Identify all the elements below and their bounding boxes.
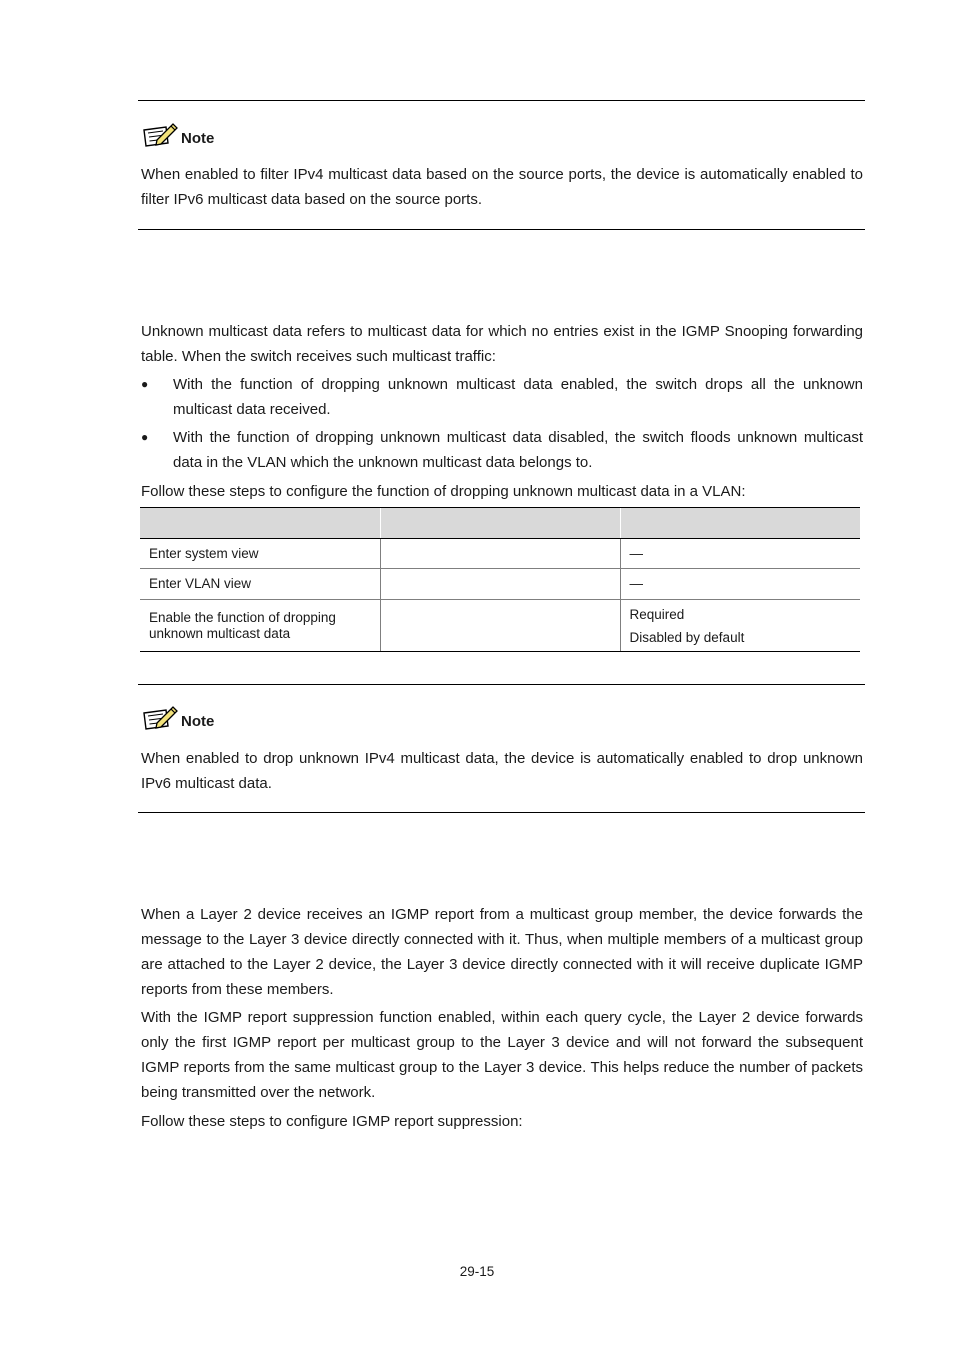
table-cell-remarks: — bbox=[620, 569, 860, 600]
note-pencil-icon bbox=[141, 705, 179, 731]
suppression-para-1: When a Layer 2 device receives an IGMP report from a multicast group member, the device forwards the message to the Layer 3 device directly connected with it. Thus, when multiple members of a multicast group are attached to the Layer 2 device, the Layer 3 device directly connected with it will receive duplicate IGMP reports from these members. bbox=[141, 906, 863, 998]
suppression-steps-intro: Follow these steps to configure IGMP report suppression: bbox=[141, 1113, 523, 1130]
list-item: ● With the function of dropping unknown multicast data disabled, the switch floods unknown multicast data in the VLAN which the unknown multicast data belongs to. bbox=[141, 425, 863, 475]
note-header bbox=[141, 701, 214, 731]
table-header-cell bbox=[620, 508, 860, 539]
note-text: When enabled to filter IPv4 multicast data based on the source ports, the device is automatically enabled to filter IPv6 multicast data based on the source ports. bbox=[141, 166, 863, 208]
table-row bbox=[140, 569, 860, 600]
note-label: Note bbox=[181, 130, 215, 147]
table-row bbox=[140, 600, 860, 652]
table-cell-operation: Enter system view bbox=[140, 539, 380, 569]
table-cell-command bbox=[380, 600, 620, 652]
config-table bbox=[140, 507, 860, 652]
table-row bbox=[140, 539, 860, 569]
remark-line: Required bbox=[629, 606, 685, 622]
note-top-rule bbox=[138, 684, 865, 685]
note-text: When enabled to drop unknown IPv4 multicast data, the device is automatically enabled to drop unknown IPv6 multicast data. bbox=[141, 750, 863, 792]
table-cell-remarks: — bbox=[620, 539, 860, 569]
note-bottom-rule bbox=[138, 812, 865, 813]
table-cell-operation: Enable the function of dropping unknown multicast data bbox=[140, 600, 380, 652]
table-cell-command bbox=[380, 569, 620, 600]
list-item: ● With the function of dropping unknown multicast data enabled, the switch drops all the unknown multicast data received. bbox=[141, 372, 863, 422]
remark-line: Disabled by default bbox=[629, 629, 745, 645]
note-bottom-rule bbox=[138, 229, 865, 230]
table-header-cell bbox=[140, 508, 380, 539]
table-cell-remarks bbox=[620, 600, 860, 652]
steps-intro: Follow these steps to configure the function of dropping unknown multicast data in a VLAN: bbox=[141, 483, 746, 500]
table-cell-operation: Enter VLAN view bbox=[140, 569, 380, 600]
bullet-icon: ● bbox=[141, 430, 149, 444]
suppression-para-2: With the IGMP report suppression function enabled, within each query cycle, the Layer 2 device forwards only the first IGMP report per multicast group to the Layer 3 device and will not forward the subsequent IGMP reports from the same multicast group to the Layer 3 device. This helps reduce the number of packets being transmitted over the network. bbox=[141, 1009, 863, 1101]
note-header bbox=[141, 118, 214, 148]
table-cell-command bbox=[380, 539, 620, 569]
note-pencil-icon bbox=[141, 122, 179, 148]
table-header-row bbox=[140, 508, 860, 539]
note-top-rule bbox=[138, 100, 865, 101]
unknown-multicast-intro: Unknown multicast data refers to multicast data for which no entries exist in the IGMP Snooping forwarding table. When the switch receives such multicast traffic: bbox=[141, 323, 863, 365]
note-label: Note bbox=[181, 713, 215, 730]
table-header-cell bbox=[380, 508, 620, 539]
page-number: 29-15 bbox=[459, 1264, 495, 1279]
bullet-icon: ● bbox=[141, 377, 149, 391]
